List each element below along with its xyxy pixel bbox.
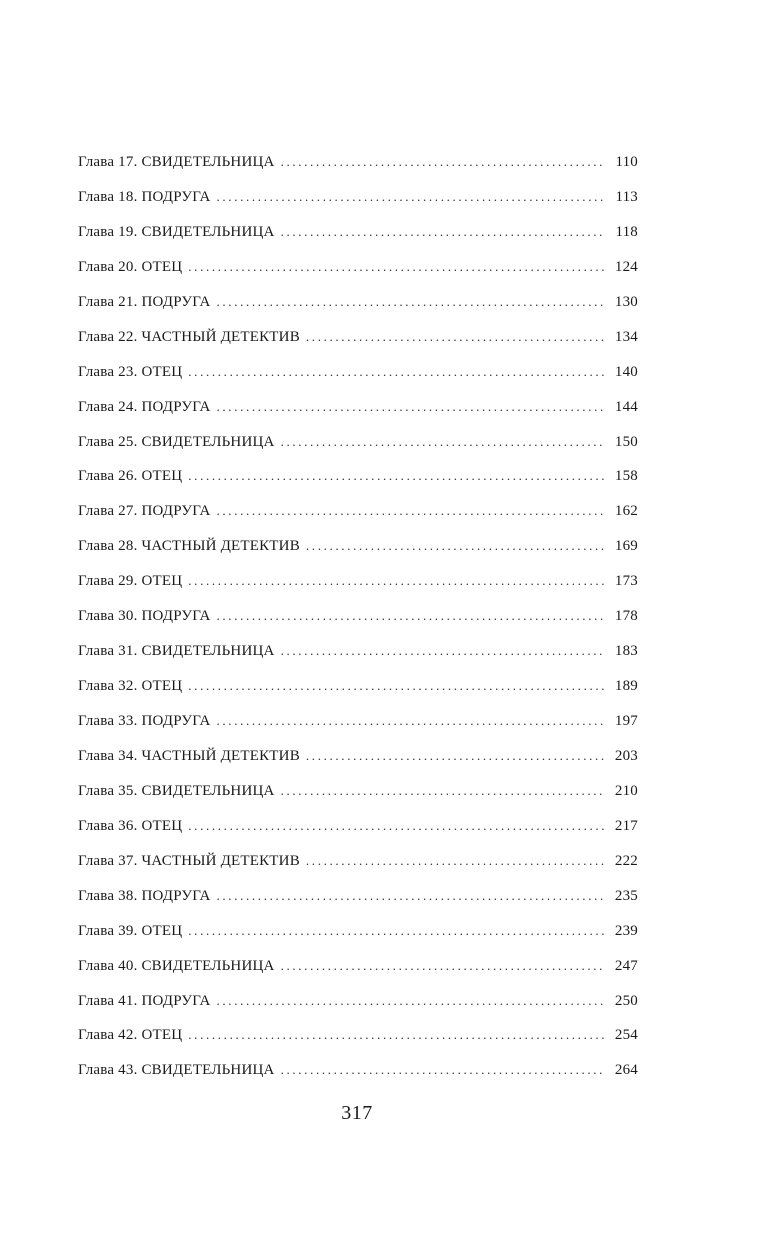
toc-entry [78, 678, 638, 713]
toc-entry-title: Глава 38. ПОДРУГА [78, 887, 211, 904]
toc-entry-title: Глава 41. ПОДРУГА [78, 992, 211, 1009]
toc-entry-title: Глава 18. ПОДРУГА [78, 188, 211, 205]
toc-dot-leader [217, 189, 605, 205]
toc-entry [78, 818, 638, 853]
toc-entry-page: 144 [614, 398, 638, 415]
toc-dot-leader [281, 224, 604, 240]
toc-entry-page: 158 [614, 468, 638, 485]
toc-entry-title: Глава 35. СВИДЕТЕЛЬНИЦА [78, 782, 275, 799]
toc-dot-leader [306, 329, 604, 345]
toc-dot-leader [217, 608, 605, 624]
toc-entry-title: Глава 19. СВИДЕТЕЛЬНИЦА [78, 223, 275, 240]
toc-entry-title: Глава 42. ОТЕЦ [78, 1027, 183, 1044]
toc-dot-leader [188, 259, 604, 275]
toc-entry-title: Глава 24. ПОДРУГА [78, 398, 211, 415]
toc-entry-title: Глава 22. ЧАСТНЫЙ ДЕТЕКТИВ [78, 328, 300, 345]
toc-dot-leader [281, 643, 604, 659]
toc-entry [78, 1027, 638, 1062]
toc-dot-leader [188, 364, 604, 380]
toc-entry-page: 130 [614, 293, 638, 310]
toc-dot-leader [188, 573, 604, 589]
toc-dot-leader [217, 888, 605, 904]
toc-entry-page: 203 [614, 747, 638, 764]
toc-entry-title: Глава 28. ЧАСТНЫЙ ДЕТЕКТИВ [78, 538, 300, 555]
toc-entry-title: Глава 27. ПОДРУГА [78, 503, 211, 520]
toc-entry-title: Глава 21. ПОДРУГА [78, 293, 211, 310]
toc-dot-leader [217, 713, 605, 729]
toc-entry [78, 783, 638, 818]
toc-entry-page: 162 [614, 503, 638, 520]
toc-entry-page: 110 [615, 154, 638, 170]
toc-entry-title: Глава 37. ЧАСТНЫЙ ДЕТЕКТИВ [78, 852, 300, 869]
toc-entry [78, 713, 638, 748]
toc-dot-leader [217, 399, 605, 415]
toc-entry-page: 250 [614, 992, 638, 1009]
toc-entry [78, 259, 638, 294]
toc-entry-page: 254 [614, 1027, 638, 1044]
toc-dot-leader [281, 1062, 604, 1078]
toc-dot-leader [217, 993, 605, 1009]
toc-entry [78, 958, 638, 993]
toc-dot-leader [188, 1027, 604, 1043]
toc-entry-page: 150 [614, 433, 638, 450]
toc-dot-leader [306, 748, 604, 764]
toc-entry-page: 183 [614, 643, 638, 660]
toc-entry-title: Глава 43. СВИДЕТЕЛЬНИЦА [78, 1062, 275, 1079]
toc-entry [78, 434, 638, 469]
toc-dot-leader [281, 958, 604, 974]
toc-entry-title: Глава 32. ОТЕЦ [78, 678, 183, 695]
toc-entry [78, 503, 638, 538]
toc-dot-leader [188, 923, 604, 939]
toc-entry-page: 217 [614, 817, 638, 834]
toc-entry-title: Глава 34. ЧАСТНЫЙ ДЕТЕКТИВ [78, 747, 300, 764]
toc-entry-page: 113 [615, 188, 638, 205]
toc-entry-title: Глава 20. ОТЕЦ [78, 258, 183, 275]
toc-entry-title: Глава 33. ПОДРУГА [78, 713, 211, 729]
toc-entry-page: 210 [614, 782, 638, 799]
toc-entry [78, 294, 638, 329]
toc-entry [78, 329, 638, 364]
toc-dot-leader [306, 538, 604, 554]
toc-entry-title: Глава 23. ОТЕЦ [78, 363, 183, 380]
toc-entry-title: Глава 39. ОТЕЦ [78, 922, 183, 939]
toc-dot-leader [281, 434, 604, 450]
toc-entry [78, 468, 638, 503]
toc-entry-page: 189 [614, 678, 638, 695]
toc-entry-title: Глава 40. СВИДЕТЕЛЬНИЦА [78, 957, 275, 974]
page-number: 317 [341, 1102, 373, 1124]
toc-dot-leader [188, 818, 604, 834]
toc-entry-title: Глава 30. ПОДРУГА [78, 608, 211, 625]
toc-entry-page: 140 [614, 363, 638, 380]
toc-entry [78, 923, 638, 958]
toc-entry-page: 222 [614, 852, 638, 869]
toc-entry-title: Глава 26. ОТЕЦ [78, 468, 183, 485]
toc-entry-page: 235 [614, 887, 638, 904]
toc-entry-title: Глава 17. СВИДЕТЕЛЬНИЦА [78, 154, 275, 170]
toc-dot-leader [281, 783, 604, 799]
toc-entry-title: Глава 31. СВИДЕТЕЛЬНИЦА [78, 643, 275, 660]
toc-entry-page: 197 [614, 713, 638, 729]
toc-entry [78, 1062, 638, 1097]
toc-dot-leader [188, 678, 604, 694]
toc-entry-page: 124 [614, 258, 638, 275]
toc-entry [78, 993, 638, 1028]
toc-entry [78, 643, 638, 678]
toc-entry-page: 239 [614, 922, 638, 939]
toc-entry-page: 134 [614, 328, 638, 345]
toc-entry [78, 853, 638, 888]
toc-entry-page: 169 [614, 538, 638, 555]
toc-entry-page: 264 [614, 1062, 638, 1079]
toc-entry [78, 888, 638, 923]
toc-dot-leader [217, 294, 605, 310]
toc-entry [78, 608, 638, 643]
toc-entry-title: Глава 25. СВИДЕТЕЛЬНИЦА [78, 433, 275, 450]
toc-entry [78, 573, 638, 608]
toc-dot-leader [217, 503, 605, 519]
toc-entry-title: Глава 36. ОТЕЦ [78, 817, 183, 834]
toc-entry [78, 224, 638, 259]
toc-entry [78, 154, 638, 189]
toc-entry-title: Глава 29. ОТЕЦ [78, 573, 183, 590]
toc-dot-leader [188, 468, 604, 484]
toc-entry [78, 538, 638, 573]
toc-entry [78, 364, 638, 399]
toc-entry-page: 178 [614, 608, 638, 625]
toc-dot-leader [306, 853, 604, 869]
toc-entry-page: 247 [614, 957, 638, 974]
toc-dot-leader [281, 154, 604, 170]
toc-entry [78, 399, 638, 434]
toc-entry [78, 748, 638, 783]
toc-entry [78, 189, 638, 224]
toc-entry-page: 118 [615, 223, 638, 240]
table-of-contents [78, 154, 638, 1097]
toc-entry-page: 173 [614, 573, 638, 590]
